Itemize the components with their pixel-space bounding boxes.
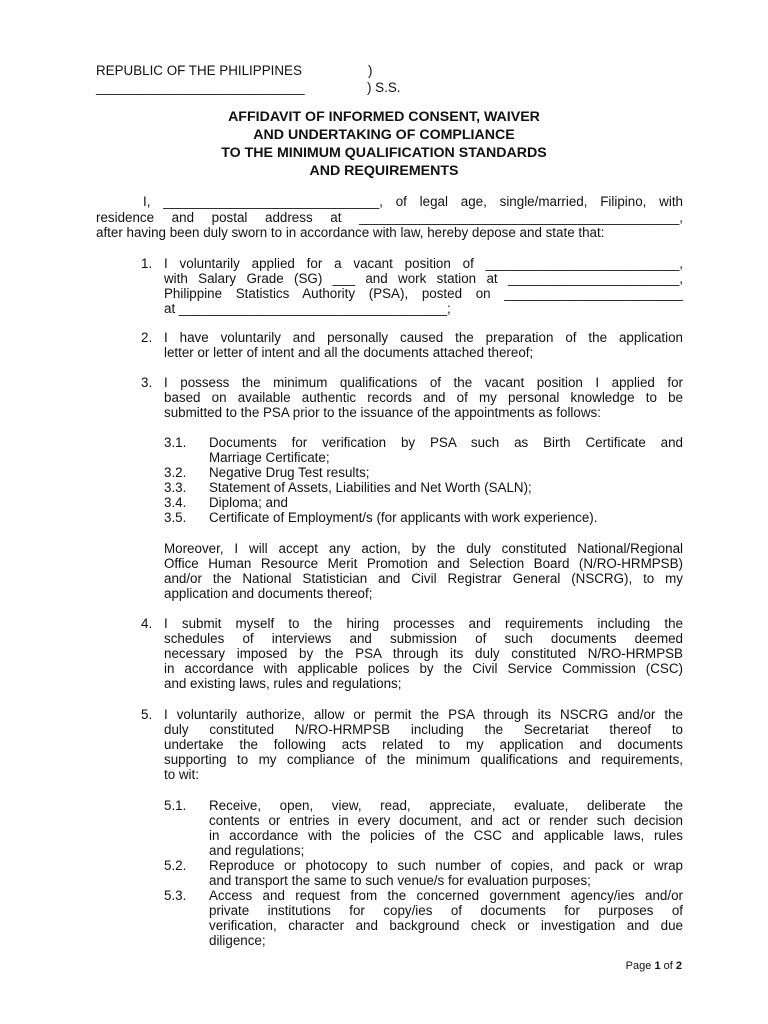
item-5-line: duly constituted N/RO-HRMPSB including the Secretariat thereof to: [164, 722, 683, 737]
item-2-line: I have voluntarily and personally caused the preparation of the application: [164, 330, 683, 345]
of-word: of: [663, 960, 673, 972]
subitem-3-3-number: 3.3.: [164, 480, 187, 495]
subitem-3-4-line: Diploma; and: [209, 495, 288, 510]
subitem-3-5-number: 3.5.: [164, 510, 187, 525]
title-line-3: TO THE MINIMUM QUALIFICATION STANDARDS: [221, 145, 547, 161]
subitem-3-1-number: 3.1.: [164, 435, 187, 450]
total-pages: 2: [675, 960, 682, 972]
moreover-line: Office Human Resource Merit Promotion and Selection Board (N/RO-HRMPSB): [164, 556, 683, 571]
subitem-5-3-line: Access and request from the concerned government agency/ies and/or: [209, 888, 683, 903]
subitem-5-2-line: Reproduce or photocopy to such number of copies, and pack or wrap: [209, 858, 683, 873]
current-page: 1: [654, 960, 661, 972]
subitem-3-5-line: Certificate of Employment/s (for applicants with work experience).: [209, 510, 598, 525]
intro-line-2: residence and postal address at ___________________________________________,: [96, 210, 683, 225]
item-2-number: 2.: [141, 330, 153, 345]
subitem-3-2-number: 3.2.: [164, 465, 187, 480]
item-3-line: submitted to the PSA prior to the issuance of the appointments as follows:: [164, 405, 601, 420]
subitem-5-1-number: 5.1.: [164, 798, 187, 813]
item-1-line: I voluntarily applied for a vacant position of __________________________,: [164, 256, 683, 271]
ss-label: ) S.S.: [367, 80, 401, 95]
subitem-3-1-line: Documents for verification by PSA such as Birth Certificate and: [209, 435, 683, 450]
subitem-5-2-number: 5.2.: [164, 858, 187, 873]
title-line-4: AND REQUIREMENTS: [309, 163, 459, 179]
subitem-5-3-number: 5.3.: [164, 888, 187, 903]
subitem-5-1-line: and regulations;: [209, 843, 305, 858]
page-number: [626, 960, 682, 973]
item-5-number: 5.: [141, 707, 153, 722]
page-word: Page: [625, 960, 652, 972]
item-5-line: I voluntarily authorize, allow or permit the PSA through its NSCRG and/or the: [164, 707, 683, 722]
subitem-5-1-line: contents or entries in every document, and act or render such decision: [209, 813, 683, 828]
moreover-line: Moreover, I will accept any action, by the duly constituted National/Regional: [164, 541, 683, 556]
subitem-5-3-line: diligence;: [209, 933, 266, 948]
subitem-3-4-number: 3.4.: [164, 495, 187, 510]
subitem-5-3-line: private institutions for copy/ies of documents for purposes of: [209, 903, 683, 918]
moreover-line: and/or the National Statistician and Civil Registrar General (NSCRG), to my: [164, 571, 683, 586]
item-3-line: I possess the minimum qualifications of the vacant position I applied for: [164, 375, 683, 390]
subitem-5-2-line: and transport the same to such venue/s for evaluation purposes;: [209, 873, 591, 888]
item-4-line: in accordance with applicable polices by the Civil Service Commission (CSC): [164, 661, 683, 676]
subitem-3-1-line: Marriage Certificate;: [209, 450, 330, 465]
item-1-line: with Salary Grade (SG) ___ and work station at _______________________,: [164, 271, 683, 286]
item-2-line: letter or letter of intent and all the documents attached thereof;: [164, 345, 534, 360]
intro-line-3: after having been duly sworn to in accordance with law, hereby depose and state that:: [96, 225, 605, 240]
subitem-5-1-line: in accordance with the policies of the CSC and applicable laws, rules: [209, 828, 683, 843]
venue-paren: ): [368, 63, 373, 78]
item-3-number: 3.: [141, 375, 153, 390]
item-4-line: schedules of interviews and submission of such documents deemed: [164, 631, 683, 646]
item-4-line: necessary imposed by the PSA through its duly constituted N/RO-HRMPSB: [164, 646, 683, 661]
venue-blank-line: ____________________________: [96, 80, 305, 95]
item-4-line: and existing laws, rules and regulations;: [164, 676, 402, 691]
title-line-1: AFFIDAVIT OF INFORMED CONSENT, WAIVER: [228, 109, 540, 125]
item-5-line: to wit:: [164, 767, 199, 782]
subitem-5-3-line: verification, character and background check or investigation and due: [209, 918, 683, 933]
subitem-3-2-line: Negative Drug Test results;: [209, 465, 370, 480]
item-1-line: at ____________________________________;: [164, 301, 451, 316]
item-4-number: 4.: [141, 616, 153, 631]
intro-line-1: I, _____________________________, of legal age, single/married, Filipino, with: [143, 194, 683, 209]
item-5-line: supporting to my compliance of the minimum qualifications and requirements,: [164, 752, 683, 767]
item-3-line: based on available authentic records and of my personal knowledge to be: [164, 390, 683, 405]
subitem-3-3-line: Statement of Assets, Liabilities and Net Worth (SALN);: [209, 480, 532, 495]
republic-label: REPUBLIC OF THE PHILIPPINES: [96, 63, 302, 78]
moreover-line: application and documents thereof;: [164, 586, 373, 601]
item-1-number: 1.: [141, 256, 153, 271]
item-4-line: I submit myself to the hiring processes and requirements including the: [164, 616, 683, 631]
item-5-line: undertake the following acts related to my application and documents: [164, 737, 683, 752]
item-1-line: Philippine Statistics Authority (PSA), posted on ________________________: [164, 286, 683, 301]
title-line-2: AND UNDERTAKING OF COMPLIANCE: [253, 127, 515, 143]
subitem-5-1-line: Receive, open, view, read, appreciate, evaluate, deliberate the: [209, 798, 683, 813]
